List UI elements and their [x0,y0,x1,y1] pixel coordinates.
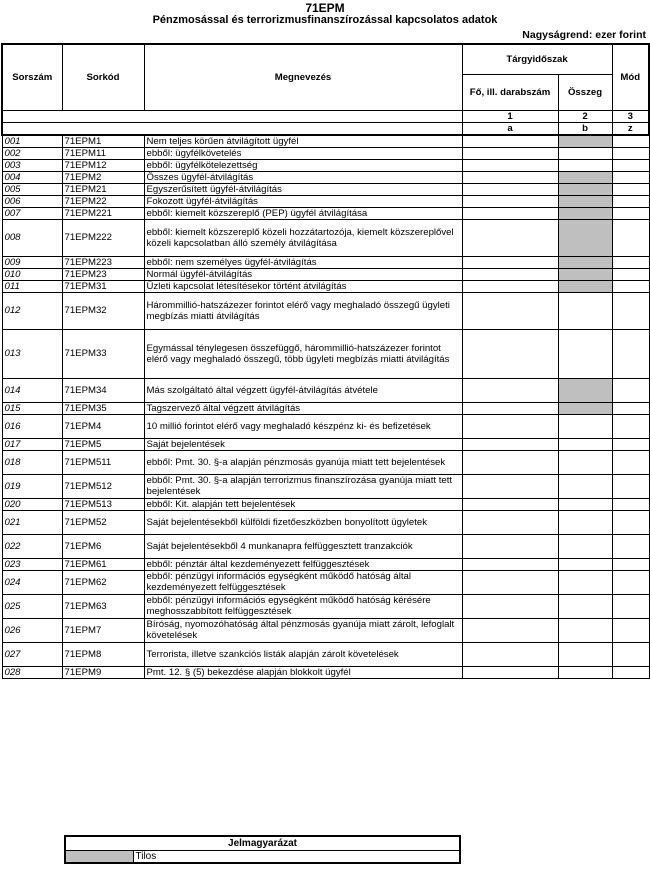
col-fo: Fő, ill. darabszám [462,74,558,110]
cell-a [462,414,558,438]
table-row [2,280,649,292]
unit-note: Nagyságrend: ezer forint [522,29,646,41]
table-row [2,147,649,159]
row-name: Saját bejelentésekből 4 munkanapra felfüggesztett tranzakciók [144,534,462,558]
table-row [2,450,649,474]
cell-b [558,292,612,329]
cell-z [612,256,649,268]
cell-a [462,159,558,171]
cell-z [612,402,649,414]
row-number: 002 [2,147,62,159]
table-row [2,558,649,570]
row-code: 71EPM5 [62,438,144,450]
cell-b [558,498,612,510]
table-row [2,438,649,450]
col-sorszam: Sorszám [2,44,62,110]
row-name: Bíróság, nyomozóhatóság által pénzmosás gyanúja miatt zárolt, lefoglalt követelések [144,618,462,642]
row-number: 003 [2,159,62,171]
row-name: 10 millió forintot elérő vagy meghaladó készpénz ki- és befizetések [144,414,462,438]
row-name: ebből: pénzügyi információs egységként működő hatóság által kezdeményezett felfüggesztések [144,570,462,594]
row-number: 017 [2,438,62,450]
cell-z [612,219,649,256]
cell-z [612,474,649,498]
table-row [2,207,649,219]
row-name: Más szolgáltató által végzett ügyfél-átvilágítás átvétele [144,378,462,402]
cell-b [558,256,612,268]
row-code: 71EPM33 [62,329,144,378]
table-row [2,498,649,510]
cell-a [462,171,558,183]
cell-b [558,534,612,558]
cell-b [558,402,612,414]
row-name: Normál ügyfél-átvilágítás [144,268,462,280]
row-code: 71EPM61 [62,558,144,570]
row-name: Nem teljes körűen átvilágított ügyfél [144,135,462,148]
row-code: 71EPM11 [62,147,144,159]
row-name: Hárommillió-hatszázezer forintot elérő vagy meghaladó összegű ügyleti megbízás miatti átvilágítás [144,292,462,329]
cell-z [612,147,649,159]
cell-b [558,329,612,378]
row-code: 71EPM52 [62,510,144,534]
row-number: 028 [2,666,62,678]
col-letter-z: z [612,122,649,135]
cell-z [612,195,649,207]
cell-b [558,378,612,402]
col-mod: Mód [612,44,649,110]
row-name: ebből: ügyfélkötelezettség [144,159,462,171]
row-number: 027 [2,642,62,666]
row-name: ebből: pénzügyi információs egységként működő hatóság kérésére meghosszabbított felfüggesztések [144,594,462,618]
cell-b [558,570,612,594]
row-name: Saját bejelentések [144,438,462,450]
col-targyidoszak: Tárgyidőszak [462,44,612,74]
cell-a [462,498,558,510]
cell-z [612,171,649,183]
cell-b [558,268,612,280]
cell-b [558,666,612,678]
cell-z [612,666,649,678]
cell-b [558,135,612,148]
row-name: Egyszerűsített ügyfél-átvilágítás [144,183,462,195]
row-code: 71EPM4 [62,414,144,438]
table-row [2,329,649,378]
row-number: 023 [2,558,62,570]
row-code: 71EPM22 [62,195,144,207]
cell-z [612,438,649,450]
row-name: Üzleti kapcsolat létesítésekor történt átvilágítás [144,280,462,292]
cell-a [462,474,558,498]
cell-b [558,474,612,498]
cell-a [462,570,558,594]
row-number: 024 [2,570,62,594]
cell-a [462,195,558,207]
row-name: Fokozott ügyfél-átvilágítás [144,195,462,207]
row-name: ebből: kiemelt közszereplő közeli hozzátartozója, kiemelt közszereplővel közeli kapcsolatban álló személy átvilágítása [144,219,462,256]
row-number: 022 [2,534,62,558]
cell-a [462,510,558,534]
table-row [2,534,649,558]
row-number: 010 [2,268,62,280]
row-code: 71EPM222 [62,219,144,256]
row-number: 013 [2,329,62,378]
cell-a [462,329,558,378]
cell-b [558,414,612,438]
cell-z [612,159,649,171]
row-code: 71EPM7 [62,618,144,642]
row-code: 71EPM63 [62,594,144,618]
cell-a [462,402,558,414]
table-row [2,570,649,594]
table-row [2,219,649,256]
cell-a [462,135,558,148]
row-number: 020 [2,498,62,510]
row-number: 001 [2,135,62,148]
cell-b [558,195,612,207]
row-code: 71EPM23 [62,268,144,280]
row-code: 71EPM1 [62,135,144,148]
row-name: ebből: nem személyes ügyfél-átvilágítás [144,256,462,268]
col-letter-b: b [558,122,612,135]
cell-z [612,280,649,292]
row-name: ebből: Kit. alapján tett bejelentések [144,498,462,510]
row-number: 004 [2,171,62,183]
cell-b [558,159,612,171]
cell-a [462,642,558,666]
table-row [2,171,649,183]
cell-a [462,292,558,329]
row-code: 71EPM12 [62,159,144,171]
row-code: 71EPM511 [62,450,144,474]
col-megnevezes: Megnevezés [144,44,462,110]
row-number: 007 [2,207,62,219]
cell-a [462,207,558,219]
table-row [2,474,649,498]
cell-a [462,219,558,256]
row-code: 71EPM8 [62,642,144,666]
row-code: 71EPM2 [62,171,144,183]
data-table [1,43,650,679]
row-name: ebből: Pmt. 30. §-a alapján terrorizmus finanszírozása gyanúja miatt tett bejelentések [144,474,462,498]
cell-b [558,558,612,570]
cell-a [462,450,558,474]
row-name: ebből: ügyfélkövetelés [144,147,462,159]
cell-b [558,594,612,618]
cell-z [612,292,649,329]
cell-z [612,207,649,219]
col-num-2: 2 [558,110,612,122]
row-code: 71EPM223 [62,256,144,268]
table-row [2,183,649,195]
cell-z [612,570,649,594]
row-name: Tagszervező által végzett átvilágítás [144,402,462,414]
cell-a [462,147,558,159]
cell-z [612,378,649,402]
row-code: 71EPM513 [62,498,144,510]
row-number: 015 [2,402,62,414]
cell-b [558,438,612,450]
table-row [2,195,649,207]
report-code: 71EPM [305,1,345,15]
legend-label: Tilos [133,850,460,863]
row-number: 006 [2,195,62,207]
row-name: ebből: pénztár által kezdeményezett felfüggesztések [144,558,462,570]
row-code: 71EPM21 [62,183,144,195]
col-letter-a: a [462,122,558,135]
row-name: ebből: Pmt. 30. §-a alapján pénzmosás gyanúja miatt tett bejelentések [144,450,462,474]
row-code: 71EPM34 [62,378,144,402]
row-name: Terrorista, illetve szankciós listák alapján zárolt követelések [144,642,462,666]
cell-z [612,135,649,148]
row-name: Saját bejelentésekből külföldi fizetőeszközben bonyolított ügyletek [144,510,462,534]
cell-z [612,183,649,195]
row-code: 71EPM32 [62,292,144,329]
table-row [2,414,649,438]
table-row [2,402,649,414]
row-code: 71EPM6 [62,534,144,558]
row-number: 005 [2,183,62,195]
col-sorkod: Sorkód [62,44,144,110]
cell-a [462,438,558,450]
cell-a [462,256,558,268]
cell-b [558,171,612,183]
table-row [2,135,649,148]
legend-title: Jelmagyarázat [65,836,460,850]
row-name: Pmt. 12. § (5) bekezdése alapján blokkolt ügyfél [144,666,462,678]
cell-a [462,268,558,280]
row-number: 018 [2,450,62,474]
table-row [2,594,649,618]
table-row [2,378,649,402]
table-row [2,159,649,171]
cell-z [612,618,649,642]
legend [64,835,461,864]
cell-b [558,280,612,292]
row-name: Egymással ténylegesen összefüggő, hárommillió-hatszázezer forintot elérő vagy meghaladó összegű, több ügyleti megbízás miatti átvilágítás [144,329,462,378]
cell-z [612,594,649,618]
cell-a [462,183,558,195]
row-number: 016 [2,414,62,438]
cell-z [612,414,649,438]
row-code: 71EPM9 [62,666,144,678]
table-row [2,292,649,329]
row-number: 011 [2,280,62,292]
cell-z [612,268,649,280]
row-number: 014 [2,378,62,402]
cell-b [558,510,612,534]
cell-a [462,666,558,678]
report-title: Pénzmosással és terrorizmusfinanszírozással kapcsolatos adatok [152,14,498,26]
col-osszeg: Összeg [558,74,612,110]
cell-b [558,207,612,219]
cell-b [558,183,612,195]
table-row [2,268,649,280]
row-number: 021 [2,510,62,534]
cell-b [558,147,612,159]
row-code: 71EPM31 [62,280,144,292]
row-number: 009 [2,256,62,268]
cell-b [558,642,612,666]
cell-b [558,618,612,642]
row-name: ebből: kiemelt közszereplő (PEP) ügyfél átvilágítása [144,207,462,219]
row-number: 019 [2,474,62,498]
row-code: 71EPM62 [62,570,144,594]
cell-a [462,618,558,642]
table-header [2,44,649,135]
cell-a [462,280,558,292]
row-number: 026 [2,618,62,642]
cell-z [612,329,649,378]
cell-b [558,450,612,474]
table-body [2,135,649,679]
table-row [2,642,649,666]
table-row [2,256,649,268]
cell-z [612,510,649,534]
row-name: Összes ügyfél-átvilágítás [144,171,462,183]
col-num-1: 1 [462,110,558,122]
cell-z [612,498,649,510]
row-code: 71EPM221 [62,207,144,219]
row-number: 008 [2,219,62,256]
cell-z [612,534,649,558]
cell-a [462,534,558,558]
cell-z [612,642,649,666]
cell-z [612,450,649,474]
table-row [2,618,649,642]
legend-swatch [65,850,133,863]
cell-a [462,594,558,618]
cell-a [462,558,558,570]
table-row [2,666,649,678]
cell-z [612,558,649,570]
row-code: 71EPM35 [62,402,144,414]
row-number: 025 [2,594,62,618]
cell-a [462,378,558,402]
row-number: 012 [2,292,62,329]
table-row [2,510,649,534]
cell-b [558,219,612,256]
row-code: 71EPM512 [62,474,144,498]
col-num-3: 3 [612,110,649,122]
